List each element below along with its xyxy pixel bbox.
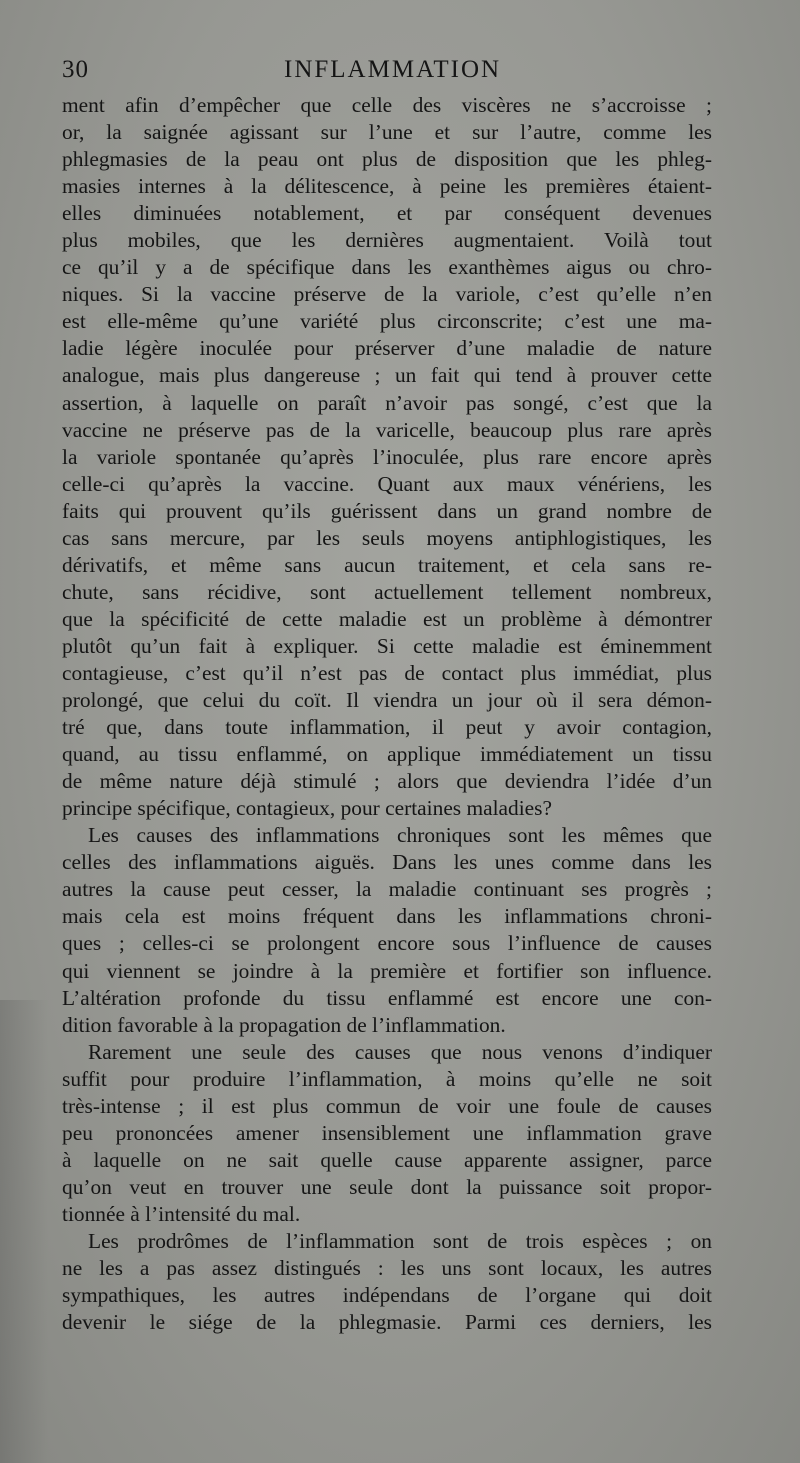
text-line: dition favorable à la propagation de l’inflammation.	[62, 1012, 506, 1037]
body-text	[62, 92, 712, 1336]
text-line: niques. Si la vaccine préserve de la variole, c’est qu’elle n’en	[62, 282, 712, 307]
text-line: ques ; celles-ci se prolongent encore sous l’influence de causes	[62, 931, 712, 956]
text-line: celle-ci qu’après la vaccine. Quant aux maux vénériens, les	[62, 471, 712, 496]
text-line: plus mobiles, que les dernières augmentaient. Voilà tout	[62, 228, 712, 253]
text-line: Les prodrômes de l’inflammation sont de trois espèces ; on	[88, 1228, 712, 1253]
text-line: quand, au tissu enflammé, on applique immédiatement un tissu	[62, 742, 712, 767]
text-line: tré que, dans toute inflammation, il peut y avoir contagion,	[62, 715, 712, 740]
text-line: principe spécifique, contagieux, pour certaines maladies?	[62, 796, 553, 821]
text-line: ladie légère inoculée pour préserver d’une maladie de nature	[62, 336, 712, 361]
text-line: prolongé, que celui du coït. Il viendra un jour où il sera démon-	[62, 688, 712, 713]
text-line: elles diminuées notablement, et par conséquent devenues	[62, 201, 712, 226]
page-number: 30	[62, 56, 89, 83]
text-line: que la spécificité de cette maladie est un problème à démontrer	[62, 606, 712, 631]
page-edge-shadow	[0, 1000, 48, 1463]
text-line: à laquelle on ne sait quelle cause apparente assigner, parce	[62, 1147, 712, 1172]
text-line: faits qui prouvent qu’ils guérissent dans un grand nombre de	[62, 498, 712, 523]
text-line: de même nature déjà stimulé ; alors que deviendra l’idée d’un	[62, 769, 712, 794]
text-line: ment afin d’empêcher que celle des viscères ne s’accroisse ;	[62, 93, 712, 117]
text-line: chute, sans récidive, sont actuellement tellement nombreux,	[62, 579, 712, 604]
text-line: est elle-même qu’une variété plus circonscrite; c’est une ma-	[62, 309, 712, 334]
text-line: autres la cause peut cesser, la maladie continuant ses progrès ;	[62, 877, 712, 902]
text-line: celles des inflammations aiguës. Dans les unes comme dans les	[62, 850, 712, 875]
text-line: masies internes à la délitescence, à peine les premières étaient-	[62, 174, 712, 199]
text-line: tionnée à l’intensité du mal.	[62, 1201, 301, 1226]
text-line: mais cela est moins fréquent dans les inflammations chroni-	[62, 904, 712, 929]
text-line: Rarement une seule des causes que nous venons d’indiquer	[88, 1039, 712, 1064]
text-line: qui viennent se joindre à la première et fortifier son influence.	[62, 958, 712, 983]
text-line: L’altération profonde du tissu enflammé est encore une con-	[62, 985, 712, 1010]
text-line: devenir le siége de la phlegmasie. Parmi ces derniers, les	[62, 1310, 712, 1335]
text-line: dérivatifs, et même sans aucun traitement, et cela sans re-	[62, 552, 712, 577]
text-line: analogue, mais plus dangereuse ; un fait qui tend à prouver cette	[62, 363, 712, 388]
text-line: phlegmasies de la peau ont plus de disposition que les phleg-	[62, 147, 712, 172]
text-line: suffit pour produire l’inflammation, à moins qu’elle ne soit	[62, 1066, 712, 1091]
text-line: assertion, à laquelle on paraît n’avoir pas songé, c’est que la	[62, 390, 712, 415]
text-line: cas sans mercure, par les seuls moyens antiphlogistiques, les	[62, 525, 712, 550]
text-line: vaccine ne préserve pas de la varicelle, beaucoup plus rare après	[62, 417, 712, 442]
text-line: contagieuse, c’est qu’il n’est pas de contact plus immédiat, plus	[62, 660, 712, 685]
text-line: or, la saignée agissant sur l’une et sur l’autre, comme les	[62, 120, 712, 145]
text-line: sympathiques, les autres indépendans de l’organe qui doit	[62, 1283, 712, 1308]
text-line: qu’on veut en trouver une seule dont la puissance soit propor-	[62, 1174, 712, 1199]
text-line: peu prononcées amener insensiblement une inflammation grave	[62, 1120, 712, 1145]
text-line: très-intense ; il est plus commun de voir une foule de causes	[62, 1093, 712, 1118]
text-line: la variole spontanée qu’après l’inoculée, plus rare encore après	[62, 444, 712, 469]
text-line: ne les a pas assez distingués : les uns sont locaux, les autres	[62, 1256, 712, 1281]
text-line: plutôt qu’un fait à expliquer. Si cette maladie est éminemment	[62, 633, 712, 658]
running-header	[62, 56, 702, 86]
text-line: ce qu’il y a de spécifique dans les exanthèmes aigus ou chro-	[62, 255, 712, 280]
running-title: INFLAMMATION	[284, 56, 502, 83]
text-line: Les causes des inflammations chroniques sont les mêmes que	[88, 823, 712, 848]
